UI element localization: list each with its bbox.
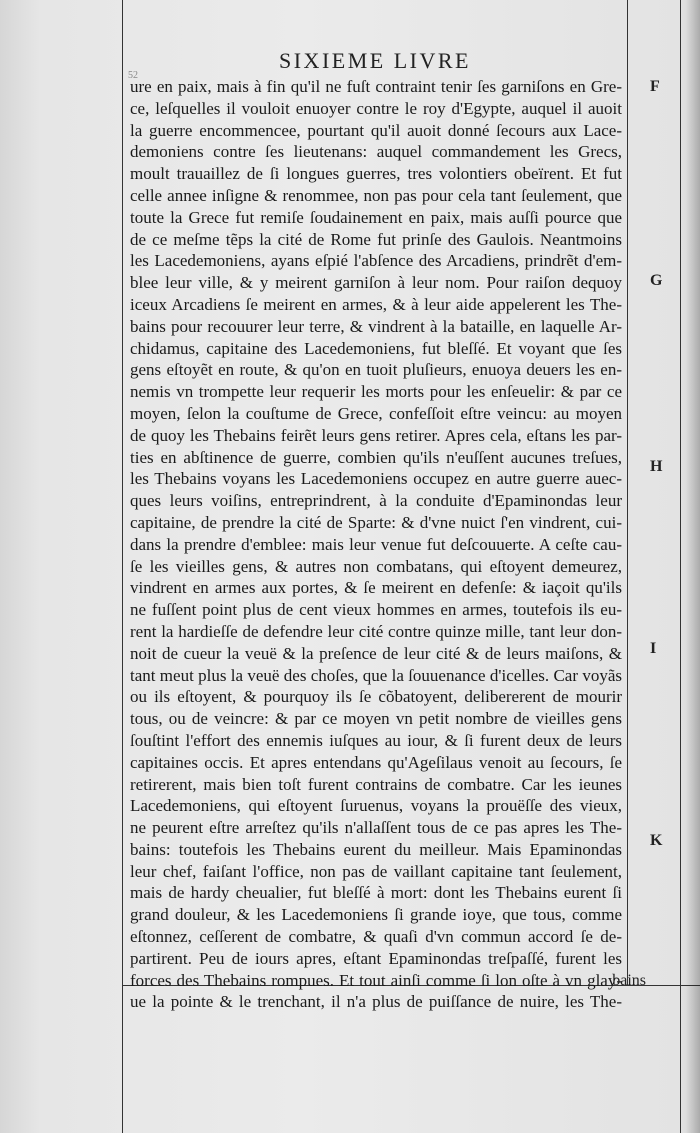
text-line: capitaines occis. Et apres entendans qu'Ageſilaus venoit au ſecours, ſe: [130, 752, 622, 772]
text-line: retirerent, mais bien toſt furent contrains de combatre. Car les ieunes: [130, 774, 622, 794]
text-line: ce, leſquelles il vouloit enuoyer contre le roy d'Egypte, auquel il auoit: [130, 98, 622, 118]
text-line: bains: toutefois les Thebains eurent du meilleur. Mais Epaminondas: [130, 839, 622, 859]
text-line: chidamus, capitaine des Lacedemoniens, fut bleſſé. Et voyant que ſes: [130, 338, 622, 358]
text-line: de quoy les Thebains feirẽt leurs gens retirer. Apres cela, eſtans les par-: [130, 425, 622, 445]
text-line: les Lacedemoniens, ayans eſpié l'abſence des Arcadiens, prindrẽt d'em-: [130, 251, 622, 271]
text-line: tous, ou de veincre: & par ce moyen vn petit nombre de vieilles gens: [130, 709, 622, 729]
text-line: ques leurs voiſins, entreprindrent, à la conduite d'Epaminondas leur: [130, 491, 622, 511]
text-line: ure en paix, mais à fin qu'il ne fuſt contraint tenir ſes garniſons en Gre-: [130, 77, 622, 96]
body-text: [130, 76, 622, 1013]
text-line: rent la hardieſſe de defendre leur cité contre quinze mille, tant leur don-: [130, 621, 622, 641]
text-line: de ce meſme tẽps la cité de Rome fut prinſe des Gaulois. Neantmoins: [130, 229, 622, 249]
page-edge-shadow: [686, 0, 700, 1133]
text-line: ſouſtint l'effort des ennemis iuſques au iour, & ſi furent deux de leurs: [130, 730, 622, 750]
margin-marker-f: F: [650, 78, 660, 95]
text-line: tant meut plus la veuë des choſes, que la ſouuenance d'icelles. Car voyãs: [130, 665, 622, 685]
text-line: ne peurent eſtre arreſtez qu'ils n'allaſſent tous de ce pas apres les The-: [130, 818, 622, 838]
text-line: partirent. Peu de iours apres, eſtant Epaminondas treſpaſſé, furent les: [130, 948, 622, 968]
text-line: leur chef, faiſant l'office, non pas de vaillant capitaine tant ſeulement,: [130, 861, 622, 881]
text-line: celle annee inſigne & renommee, non pas pour cela tant ſeulement, que: [130, 185, 622, 205]
text-line: noit de cueur la veuë & la preſence de leur cité & de leurs maiſons, &: [130, 643, 622, 663]
text-line: forces des Thebains rompues. Et tout ainſi comme ſi lon oſte à vn glay-: [130, 970, 622, 990]
text-line: ou ils eſtoyent, & pourquoy ils ſe cõbatoyent, delibererent de mourir: [130, 687, 622, 707]
folio-number: 52: [128, 70, 138, 81]
text-line: ties en abſtinence de guerre, combien qu'ils n'euſſent aucunes treſues,: [130, 447, 622, 467]
catchword: bains: [612, 972, 646, 989]
text-line: grand douleur, & les Lacedemoniens ſi grande ioye, que tous, comme: [130, 905, 622, 925]
text-line: demoniens contre ſes lieutenans: auquel commandement les Grecs,: [130, 142, 622, 162]
text-line: la guerre encommencee, pourtant qu'il auoit donné ſecours aux Lace-: [130, 120, 622, 140]
text-line: dans la prendre d'emblee: mais leur venue fut deſcouuerte. A ceſte cau-: [130, 534, 622, 554]
text-line: nemis vn trompette leur requerir les morts pour les enſeuelir: & par ce: [130, 382, 622, 402]
text-line: mais de hardy cheualier, fut bleſſé à mort: dont les Thebains eurent ſi: [130, 883, 622, 903]
text-line: bains pour recouurer leur terre, & vindrent à la bataille, en laquelle Ar-: [130, 316, 622, 336]
text-line: iceux Arcadiens ſe meirent en armes, & à leur aide appelerent les The-: [130, 294, 622, 314]
margin-marker-h: H: [650, 458, 663, 475]
text-line: Lacedemoniens, qui eſtoyent ſuruenus, voyans la prouëſſe des vieux,: [130, 796, 622, 816]
outer-margin-rule: [680, 0, 681, 1133]
margin-marker-k: K: [650, 832, 663, 849]
left-margin-rule: [122, 0, 123, 1133]
running-header: SIXIEME LIVRE: [279, 48, 471, 73]
margin-marker-i: I: [650, 640, 657, 657]
right-margin-rule: [627, 0, 628, 985]
text-line: capitaine, de prendre la cité de Sparte: & d'vne nuict ſ'en vindrent, cui-: [130, 512, 622, 532]
text-line: gens eſtoyẽt en route, & qu'on en tuoit pluſieurs, enuoya deuers les en-: [130, 360, 622, 380]
text-line: ue la pointe & le trenchant, il n'a plus de puiſſance de nuire, les The-: [130, 992, 622, 1012]
text-line: ne fuſſent point plus de cent vieux hommes en armes, toutefois ils eu-: [130, 600, 622, 620]
text-line: blee leur ville, & y meirent garniſon à leur nom. Pour raiſon dequoy: [130, 273, 622, 293]
text-line: moyen, ſelon la couſtume de Grece, confeſſoit eſtre veincu: au moyen: [130, 403, 622, 423]
margin-marker-g: G: [650, 272, 663, 289]
text-line: ſe les vieilles gens, & autres non combatans, qui eſtoyent demeurez,: [130, 556, 622, 576]
text-line: vindrent en armes aux portes, & ſe meirent en defenſe: & iaçoit qu'ils: [130, 578, 622, 598]
text-line: eſtonnez, ceſſerent de combatre, & quaſi d'vn commun accord ſe de-: [130, 927, 622, 947]
text-line: moult trauaillez de ſi longues guerres, tres volontiers obeïrent. Et fut: [130, 164, 622, 184]
text-line: les Thebains voyans les Lacedemoniens occupez en autre guerre auec-: [130, 469, 622, 489]
text-line: toute la Grece fut remiſe ſoudainement en paix, mais auſſi pource que: [130, 207, 622, 227]
